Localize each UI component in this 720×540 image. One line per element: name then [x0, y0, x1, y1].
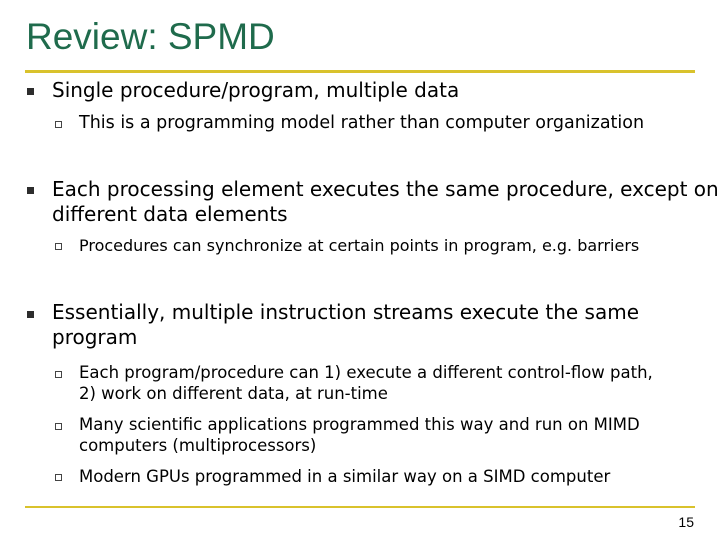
bullet-marker	[27, 187, 34, 194]
bullet-2-line-1: Each processing element executes the same procedure, except on	[52, 177, 719, 201]
sub-bullet-marker	[55, 243, 62, 250]
bullet-1-line-1: Single procedure/program, multiple data	[52, 78, 460, 102]
bullet-1-sub-1-line-1: This is a programming model rather than computer organization	[79, 113, 645, 133]
bullet-2-text	[52, 177, 719, 227]
slide-title: Review: SPMD	[26, 16, 275, 57]
bullet-3-sub-3-text	[79, 466, 610, 487]
title-divider	[25, 70, 695, 73]
bullet-3-line-1: Essentially, multiple instruction streams execute the same	[52, 300, 640, 324]
bullet-3-sub-1-line-2: 2) work on different data, at run-time	[79, 384, 388, 403]
bullet-2-sub-1-line-1: Procedures can synchronize at certain points in program, e.g. barriers	[79, 236, 640, 255]
sub-bullet-marker	[55, 121, 62, 128]
bullet-3-sub-2-text	[79, 414, 640, 456]
page-number: 15	[678, 514, 694, 530]
footer-divider	[25, 506, 695, 508]
bullet-2-line-2: different data elements	[52, 202, 288, 226]
sub-bullet-marker	[55, 474, 62, 481]
bullet-3-text	[52, 300, 639, 350]
bullet-1-sub-1-text	[79, 113, 644, 134]
bullet-3-sub-2-line-2: computers (multiprocessors)	[79, 436, 317, 455]
bullet-3-sub-2-line-1: Many scientific applications programmed this way and run on MIMD	[79, 415, 640, 434]
bullet-1-text	[52, 78, 459, 103]
bullet-3-sub-1-text	[79, 362, 653, 404]
bullet-3-line-2: program	[52, 325, 138, 349]
bullet-2-sub-1-text	[79, 235, 639, 256]
sub-bullet-marker	[55, 371, 62, 378]
bullet-3-sub-3-line-1: Modern GPUs programmed in a similar way on a SIMD computer	[79, 467, 611, 486]
bullet-3-sub-1-line-1: Each program/procedure can 1) execute a different control-flow path,	[79, 363, 653, 382]
bullet-marker	[27, 311, 34, 318]
bullet-marker	[27, 88, 34, 95]
sub-bullet-marker	[55, 423, 62, 430]
